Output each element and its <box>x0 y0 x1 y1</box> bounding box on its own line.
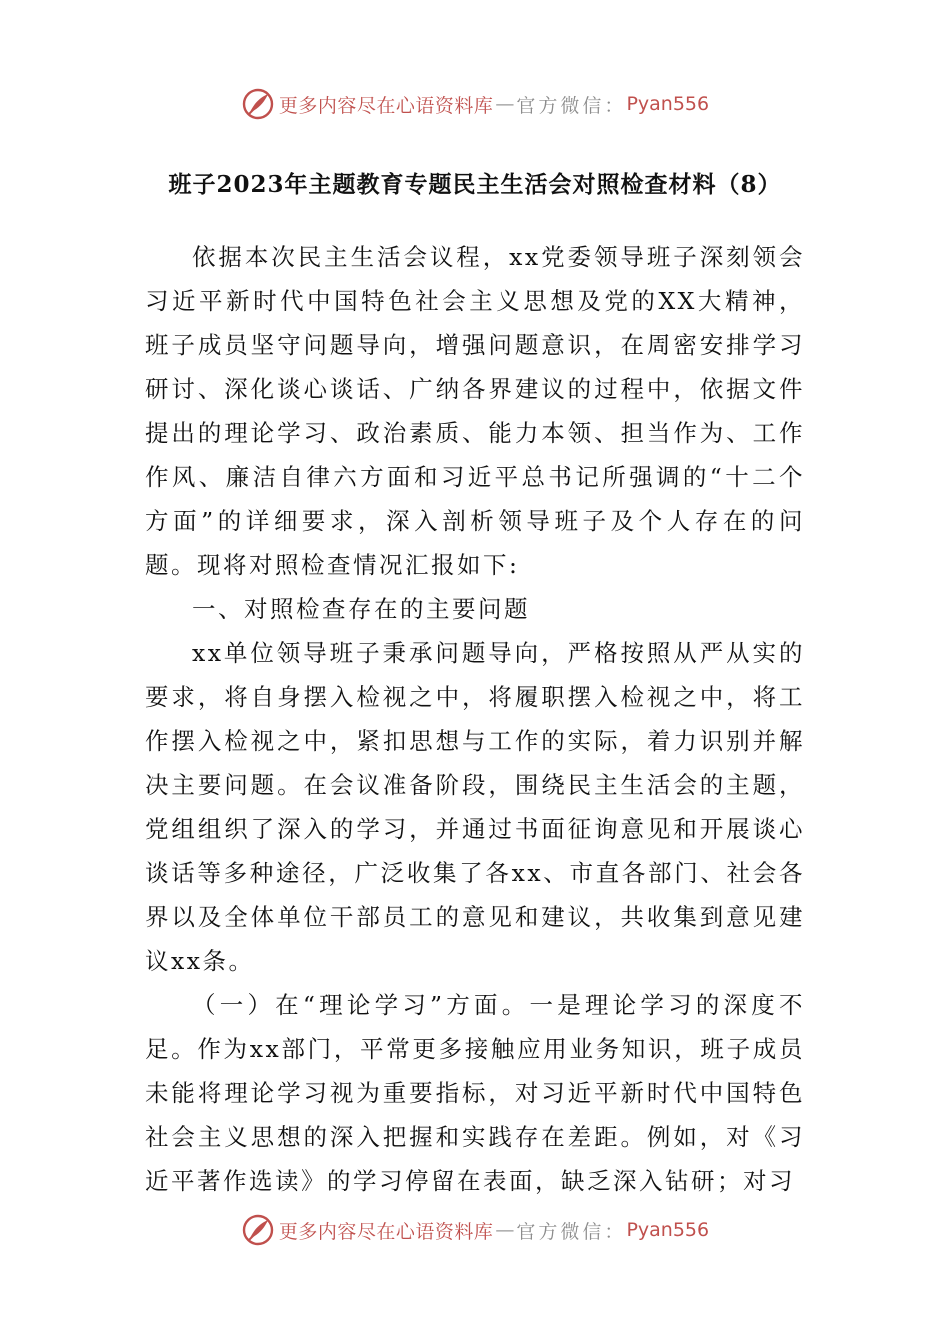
header-channel-text: 官方微信： <box>516 94 627 117</box>
document-title: 班子2023年主题教育专题民主生活会对照检查材料（8） <box>168 171 782 198</box>
section-heading-1: 一、对照检查存在的主要问题 <box>192 595 530 623</box>
footer-watermark-banner <box>0 1210 950 1250</box>
body-paragraph-intro: 依据本次民主生活会议程，xx党委领导班子深刻领会习近平新时代中国特色社会主义思想及党的XX大精神，班子成员坚守问题导向，增强问题意识，在周密安排学习研讨、深化谈心谈话、广纳各界建议的过程中，依据文件提出的理论学习、政治素质、能力本领、担当作为、工作作风、廉洁自律六方面和习近平总书记所强调的“十二个方面”的详细要求，深入剖析领导班子及个人存在的问题。现将对照检查情况汇报如下: <box>145 243 805 579</box>
header-brand-text: 更多内容尽在心语资料库 <box>278 94 494 117</box>
quill-logo-icon <box>241 1213 275 1247</box>
body-paragraph-theory-study: （一）在“理论学习”方面。一是理论学习的深度不足。作为xx部门，平常更多接触应用业务知识，班子成员未能将理论学习视为重要指标，对习近平新时代中国特色社会主义思想的深入把握和实践存在差距。例如，对《习近平著作选读》的学习停留在表面，缺乏深入钻研；对习 <box>145 991 805 1195</box>
footer-channel-text: 官方微信： <box>516 1220 627 1243</box>
footer-separator: — <box>495 1219 515 1241</box>
footer-brand-text: 更多内容尽在心语资料库 <box>278 1220 494 1243</box>
document-body <box>145 235 805 1203</box>
header-wechat-id: Pyan556 <box>626 93 710 115</box>
quill-logo-icon <box>241 87 275 121</box>
header-watermark-banner <box>0 84 950 124</box>
header-separator: — <box>495 93 515 115</box>
footer-wechat-id: Pyan556 <box>626 1219 710 1241</box>
body-paragraph-section-1: xx单位领导班子秉承问题导向，严格按照从严从实的要求，将自身摆入检视之中，将履职摆入检视之中，将工作摆入检视之中，紧扣思想与工作的实际，着力识别并解决主要问题。在会议准备阶段，围绕民主生活会的主题，党组组织了深入的学习，并通过书面征询意见和开展谈心谈话等多种途径，广泛收集了各xx、市直各部门、社会各界以及全体单位干部员工的意见和建议，共收集到意见建议xx条。 <box>145 639 805 975</box>
